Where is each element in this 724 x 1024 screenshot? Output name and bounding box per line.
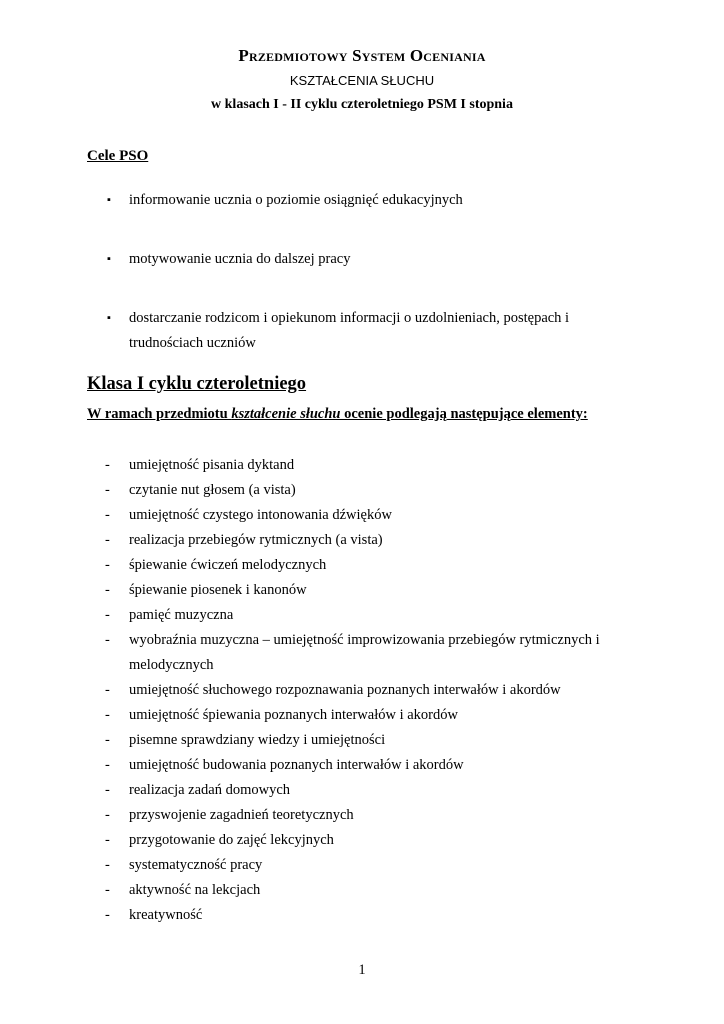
list-item: [105, 878, 625, 903]
dash-bullet: -: [105, 557, 110, 573]
list-item-text: aktywność na lekcjach: [129, 882, 261, 898]
list-item: [105, 578, 625, 603]
dash-bullet: -: [105, 882, 110, 898]
goal-item-text: informowanie ucznia o poziomie osiągnięć edukacyjnych: [129, 192, 463, 208]
list-item: [105, 478, 625, 503]
dash-bullet: -: [105, 607, 110, 623]
section-intro: [87, 406, 588, 423]
dash-bullet: -: [105, 707, 110, 723]
dash-bullet: -: [105, 582, 110, 598]
list-item: [105, 553, 625, 578]
list-item-text: śpiewanie ćwiczeń melodycznych: [129, 557, 327, 573]
document-title: Przedmiotowy System Oceniania: [238, 46, 486, 65]
dash-bullet: -: [105, 682, 110, 698]
list-item: [105, 628, 625, 678]
list-item-text: czytanie nut głosem (a vista): [129, 482, 296, 498]
list-item: [105, 803, 625, 828]
assessed-elements-list: [105, 453, 625, 928]
list-item-text: umiejętność słuchowego rozpoznawania poznanych interwałów i akordów: [129, 682, 561, 698]
dash-bullet: -: [105, 532, 110, 548]
intro-text-before: W ramach przedmiotu: [87, 406, 232, 422]
list-item: [105, 753, 625, 778]
list-item-text: umiejętność śpiewania poznanych interwałów i akordów: [129, 707, 458, 723]
goals-heading: Cele PSO: [87, 148, 149, 164]
dash-bullet: -: [105, 457, 110, 473]
list-item-text: przygotowanie do zajęć lekcyjnych: [129, 832, 334, 848]
dash-bullet: -: [105, 907, 110, 923]
list-item-text: umiejętność pisania dyktand: [129, 457, 295, 473]
dash-bullet: -: [105, 757, 110, 773]
intro-text-after: ocenie podlegają następujące elementy:: [340, 406, 588, 422]
list-item: [105, 453, 625, 478]
document-scope: w klasach I - II cyklu czteroletniego PSM I stopnia: [211, 97, 513, 112]
list-item-text: realizacja zadań domowych: [129, 782, 291, 798]
goal-item: [107, 188, 627, 213]
goal-item: [107, 306, 627, 356]
list-item-text: pamięć muzyczna: [129, 607, 234, 623]
list-item: [105, 778, 625, 803]
dash-bullet: -: [105, 857, 110, 873]
dash-bullet: -: [105, 632, 110, 648]
list-item-text: umiejętność budowania poznanych interwałów i akordów: [129, 757, 464, 773]
section-heading: Klasa I cyklu czteroletniego: [87, 374, 307, 394]
square-bullet-icon: ▪: [107, 312, 111, 324]
list-item-text: wyobraźnia muzyczna – umiejętność improwizowania przebiegów rytmicznych i melodycznych: [129, 632, 600, 673]
square-bullet-icon: ▪: [107, 194, 111, 206]
list-item: [105, 728, 625, 753]
list-item: [105, 853, 625, 878]
list-item-text: umiejętność czystego intonowania dźwięków: [129, 507, 392, 523]
dash-bullet: -: [105, 482, 110, 498]
dash-bullet: -: [105, 732, 110, 748]
list-item: [105, 828, 625, 853]
dash-bullet: -: [105, 782, 110, 798]
page-number: 1: [358, 962, 366, 978]
square-bullet-icon: ▪: [107, 253, 111, 265]
list-item: [105, 528, 625, 553]
list-item: [105, 678, 625, 703]
dash-bullet: -: [105, 807, 110, 823]
list-item-text: realizacja przebiegów rytmicznych (a vista): [129, 532, 383, 548]
list-item-text: pisemne sprawdziany wiedzy i umiejętności: [129, 732, 386, 748]
goal-item-text: motywowanie ucznia do dalszej pracy: [129, 251, 351, 267]
dash-bullet: -: [105, 507, 110, 523]
list-item-text: śpiewanie piosenek i kanonów: [129, 582, 307, 598]
intro-subject: kształcenie słuchu: [231, 406, 341, 422]
list-item-text: kreatywność: [129, 907, 203, 923]
goal-item: [107, 247, 627, 272]
list-item: [105, 503, 625, 528]
document-subtitle: KSZTAŁCENIA SŁUCHU: [289, 73, 435, 88]
list-item: [105, 603, 625, 628]
dash-bullet: -: [105, 832, 110, 848]
goal-item-text: dostarczanie rodzicom i opiekunom informacji o uzdolnieniach, postępach i trudnościach uczniów: [129, 310, 570, 351]
list-item-text: systematyczność pracy: [129, 857, 263, 873]
list-item: [105, 903, 625, 928]
list-item: [105, 703, 625, 728]
list-item-text: przyswojenie zagadnień teoretycznych: [129, 807, 354, 823]
